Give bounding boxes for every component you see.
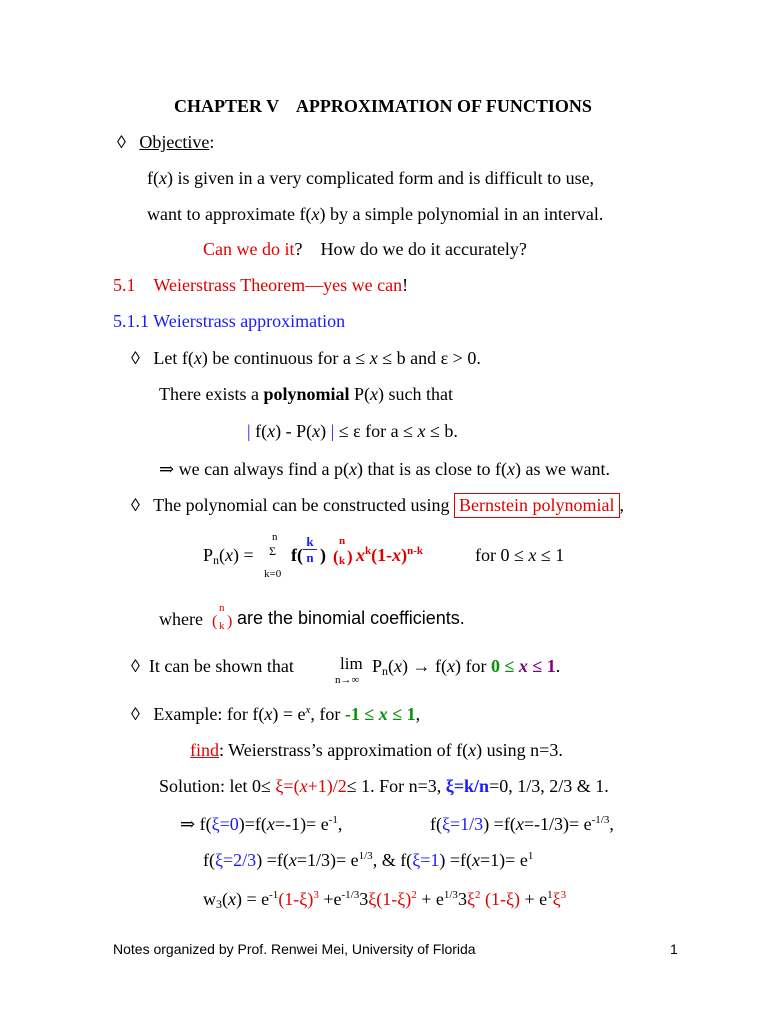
solution-line: Solution: let 0≤ ξ=(x+1)/2≤ 1. For n=3, ξ=k/n=0, 1/3, 2/3 & 1. [159,776,609,796]
f-values-row-1b: $f(\xi=1/3) =f(x=-1/3)= e^{-1/3}$, [430,814,614,834]
page-number: 1 [670,941,678,957]
bernstein-box: Bernstein polynomial [454,493,619,518]
section-5-1-1-heading: 5.1.1 Weierstrass approximation [113,311,346,331]
bullet-diamond-icon: ◊ [131,704,140,724]
example-line: ◊ Example: for $f(x) = e^x$, for -1 ≤ x ≤ 1, [131,704,421,724]
footer-credit: Notes organized by Prof. Renwei Mei, University of Florida [113,941,476,957]
w3-expression: $w_3(x) = e^{-1}(1-\xi)^3 +e^{-1/3}3\xi(1-\xi)^2 + e^{1/3}3\xi^2$ $(1-\xi) + e^1\xi^3$ [203,889,567,911]
bullet-diamond-icon: ◊ [117,132,126,152]
bernstein-formula: $P_n(x)$ = n Σ k=0 f( $\frac{k}{n}$ ) n ( k ) $x^k(1-x)^{n-k}$ for 0 ≤ x ≤ 1 [203,531,565,580]
f-values-row-2: $f(\xi=2/3) =f(x=1/3)= e^{1/3}$, & $f(\xi=1) =f(x=1)= e^1$ [203,850,534,870]
bullet-diamond-icon: ◊ [131,348,140,368]
polynomial-exists: There exists a polynomial P(x) such that [159,384,453,404]
sigma-icon: Σ [269,544,276,558]
objective-text-2: want to approximate f(x) by a simple polynomial in an interval. [147,204,604,224]
limit-statement: ◊ It can be shown that lim n→∞ $P_n(x) \to f(x)$ for 0 ≤ x ≤ 1. [131,654,561,686]
error-inequality: | f(x) - P(x) | ≤ ε for a ≤ x ≤ b. [247,421,458,441]
bullet-diamond-icon: ◊ [131,656,140,676]
find-line: find: Weierstrass’s approximation of f(x) using n=3. [190,740,563,760]
objective-text-1: f(x) is given in a very complicated form and is difficult to use, [147,168,595,188]
objective-line: ◊ Objective: [117,132,215,152]
section-5-1-heading: 5.1 Weierstrass Theorem—yes we can! [113,275,409,295]
chapter-heading: CHAPTER V APPROXIMATION OF FUNCTIONS [174,96,592,116]
objective-questions: Can we do it? How do we do it accurately? [203,239,527,259]
bernstein-line: ◊ The polynomial can be constructed using Bernstein polynomial , [131,496,624,514]
binomial-note: where n ( k ) are the binomial coefficients. [159,602,465,632]
continuity-statement: ◊ Let f(x) be continuous for a ≤ x ≤ b and ε > 0. [131,348,481,368]
arrow-implies-icon: ⇒ [180,814,196,834]
f-values-row-1a: ⇒ $f(\xi=0)=f(x=-1)= e^{-1}$, [180,814,343,834]
objective-label: Objective [139,132,210,152]
bullet-diamond-icon: ◊ [131,495,140,515]
implication-line: ⇒ we can always find a p(x) that is as close to f(x) as we want. [159,459,610,479]
